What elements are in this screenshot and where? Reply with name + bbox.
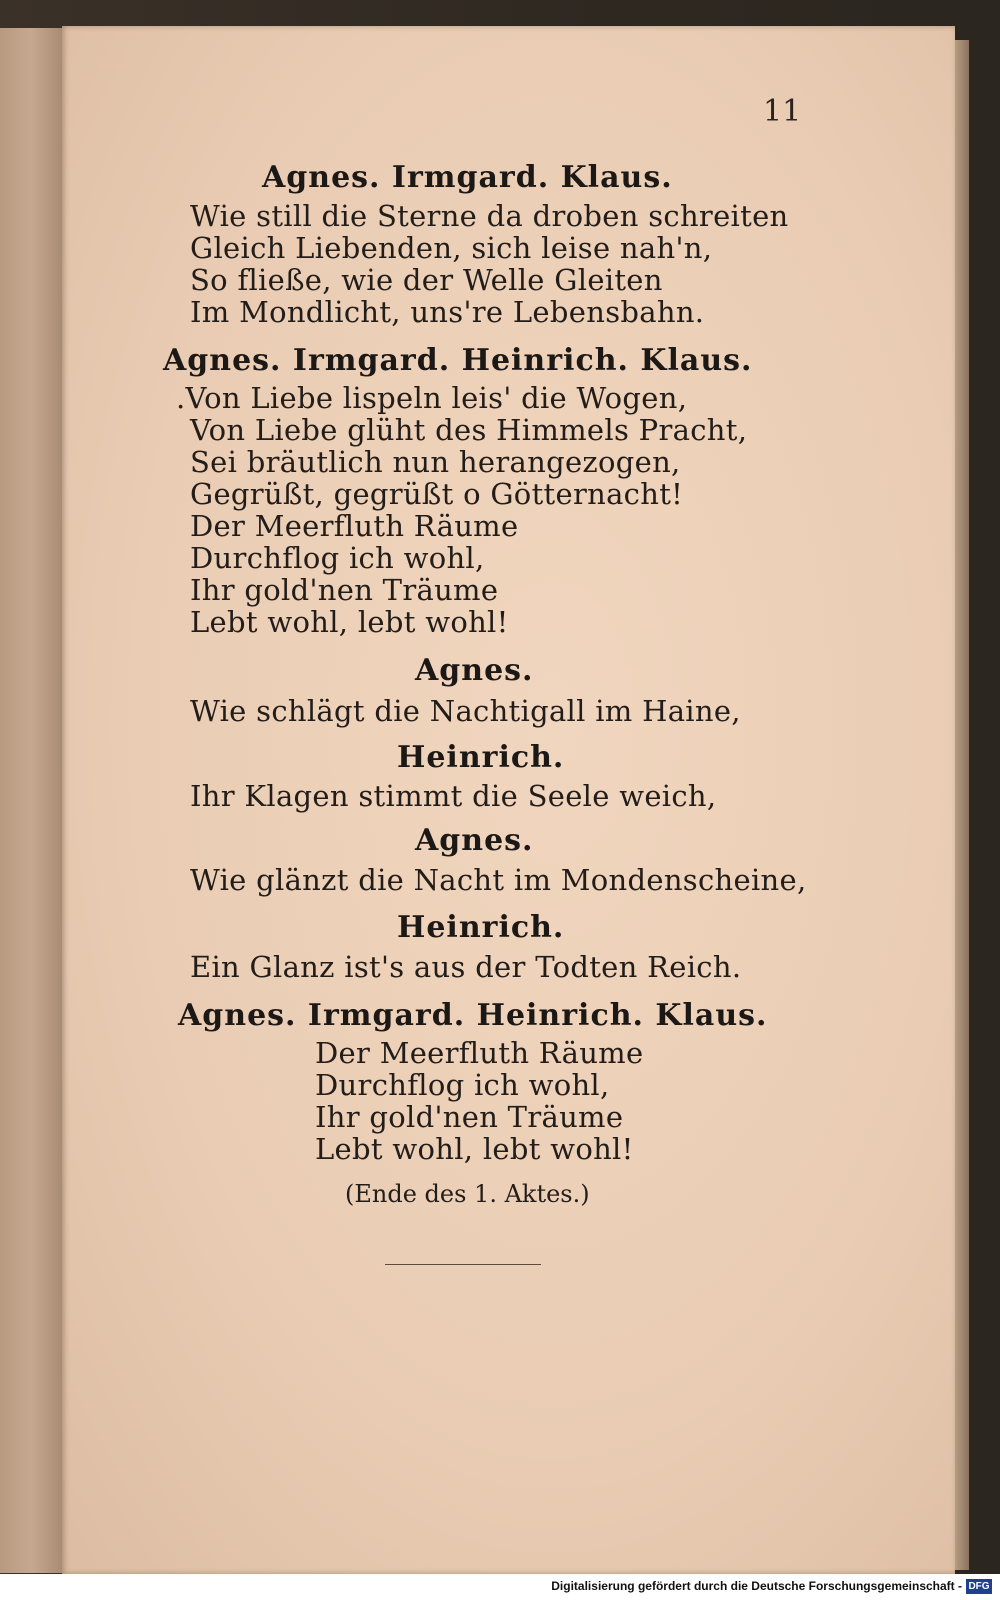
speaker-heading: Agnes. (415, 823, 534, 858)
verse-line: Der Meerfluth Räume (190, 509, 519, 543)
speaker-heading: Agnes. (415, 653, 534, 688)
verse-line: Wie glänzt die Nacht im Mondenscheine, (190, 863, 807, 897)
verse-line: Von Liebe glüht des Himmels Pracht, (190, 413, 748, 447)
facing-page-edge (0, 28, 64, 1573)
verse-line: Wie schlägt die Nachtigall im Haine, (190, 694, 741, 728)
speaker-heading: Agnes. Irmgard. Heinrich. Klaus. (178, 998, 768, 1033)
verse-line: Gleich Liebenden, sich leise nah'n, (190, 231, 713, 265)
verse-line: .Von Liebe lispeln leis' die Wogen, (176, 381, 688, 415)
verse-line: Der Meerfluth Räume (315, 1036, 644, 1070)
verse-line: Ein Glanz ist's aus der Todten Reich. (190, 950, 742, 984)
verse-line: Wie still die Sterne da droben schreiten (190, 199, 789, 233)
verse-line: Durchflog ich wohl, (315, 1068, 610, 1102)
verse-line: Sei bräutlich nun herangezogen, (190, 445, 681, 479)
page-stack-edge (955, 40, 969, 1570)
speaker-heading: Agnes. Irmgard. Klaus. (262, 160, 673, 195)
verse-line: Durchflog ich wohl, (190, 541, 485, 575)
verse-line: Lebt wohl, lebt wohl! (190, 605, 509, 639)
end-of-act-note: (Ende des 1. Aktes.) (345, 1180, 590, 1208)
verse-line: Im Mondlicht, uns're Lebensbahn. (190, 295, 705, 329)
speaker-heading: Agnes. Irmgard. Heinrich. Klaus. (163, 343, 753, 378)
verse-line: Ihr Klagen stimmt die Seele weich, (190, 779, 717, 813)
verse-line: Lebt wohl, lebt wohl! (315, 1132, 634, 1166)
footer-credit-text: Digitalisierung gefördert durch die Deutsche Forschungsgemeinschaft - (551, 1579, 962, 1593)
divider-rule (385, 1264, 541, 1265)
verse-line: Gegrüßt, gegrüßt o Götternacht! (190, 477, 684, 511)
digitization-footer (0, 1574, 1000, 1600)
verse-line: Ihr gold'nen Träume (190, 573, 499, 607)
verse-line: Ihr gold'nen Träume (315, 1100, 624, 1134)
speaker-heading: Heinrich. (397, 740, 565, 775)
page-number: 11 (763, 94, 802, 129)
speaker-heading: Heinrich. (397, 910, 565, 945)
dfg-logo-icon: DFG (966, 1579, 992, 1594)
verse-line: So fließe, wie der Welle Gleiten (190, 263, 663, 297)
